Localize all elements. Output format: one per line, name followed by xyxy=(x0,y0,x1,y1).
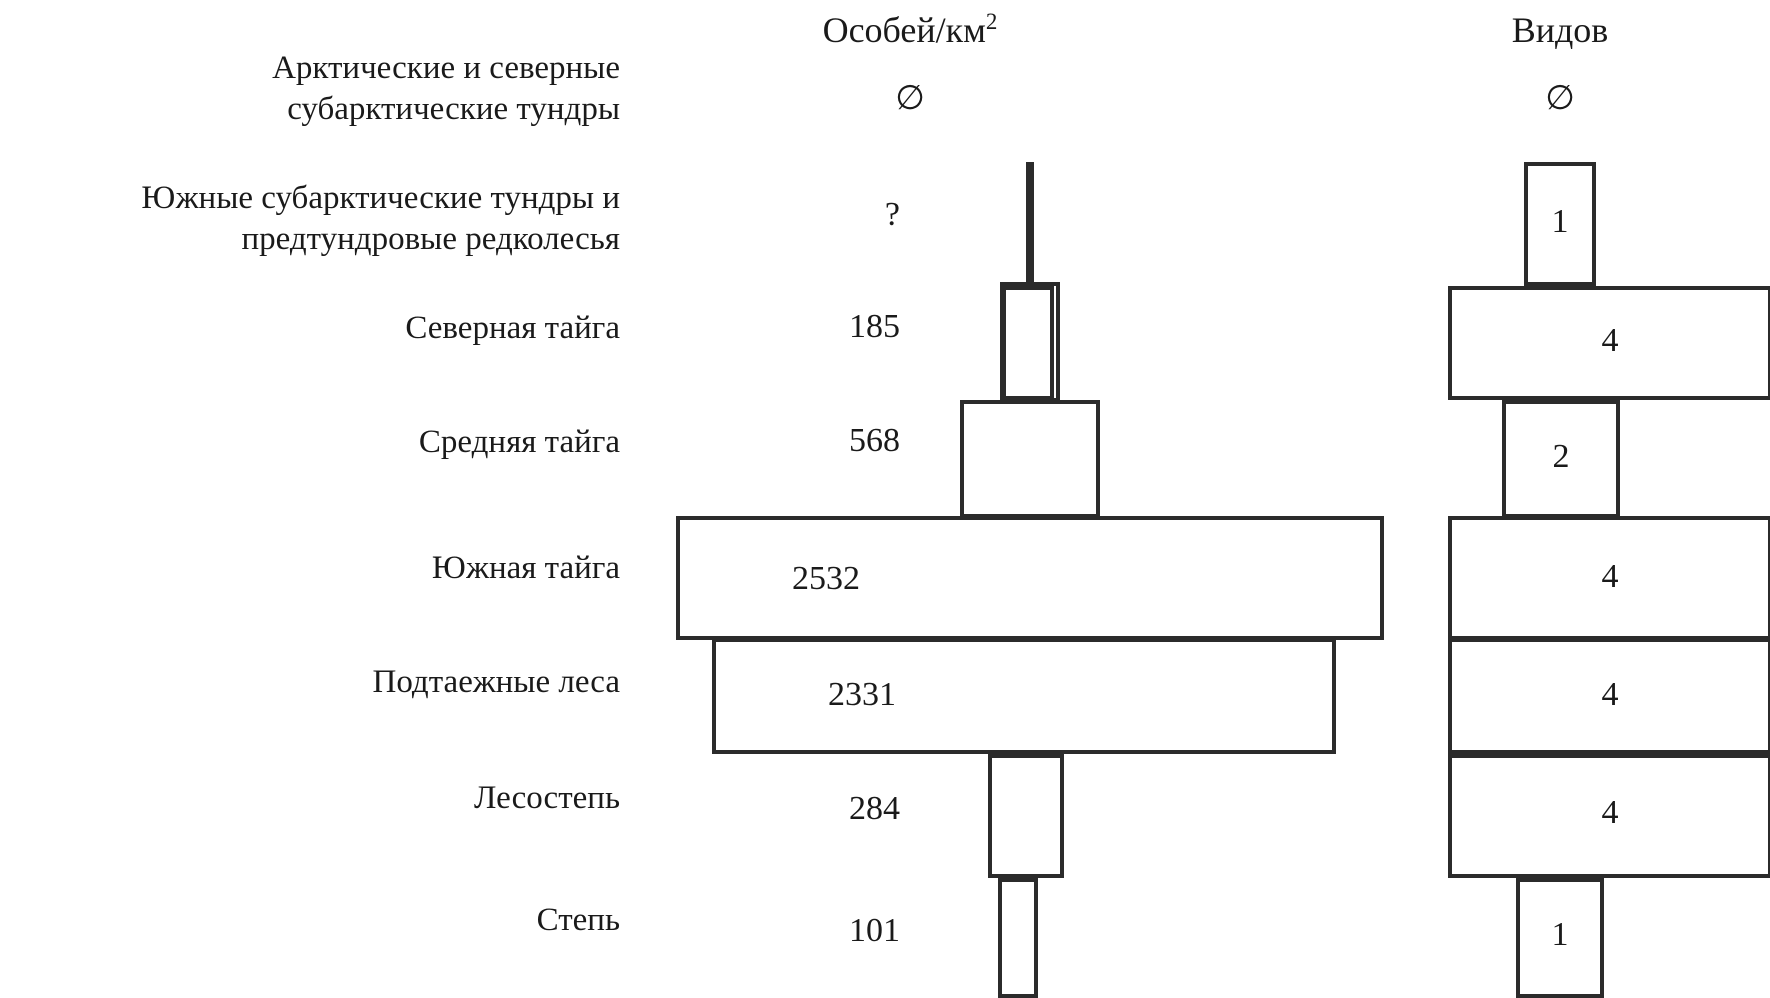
density-bar-arctic-tundra-stem xyxy=(1026,162,1034,282)
row-label-south-subarctic-tundra: Южные субарктические тундры и предтундровые редколесья xyxy=(141,180,620,258)
density-value-south-subarctic-tundra: ? xyxy=(884,196,900,233)
row-label-steppe: Степь xyxy=(536,902,620,938)
density-bar-label-south-taiga: 2532 xyxy=(792,560,860,597)
species-bar-label-subtaiga-forests: 4 xyxy=(1601,676,1619,713)
density-value-forest-steppe: 284 xyxy=(849,790,900,827)
density-value-steppe: 101 xyxy=(849,912,900,949)
species-bar-label-forest-steppe: 4 xyxy=(1601,794,1619,831)
density-column-header xyxy=(700,10,1120,51)
row-label-subtaiga-forests: Подтаежные леса xyxy=(372,664,620,700)
species-bar-label-south-taiga: 4 xyxy=(1601,558,1619,595)
density-value-middle-taiga: 568 xyxy=(849,422,900,459)
row-label-arctic-tundra: Арктические и северные субарктические тундры xyxy=(272,50,620,128)
species-bar-label-north-taiga: 4 xyxy=(1601,322,1619,359)
density-bar-label-subtaiga-forests: 2331 xyxy=(828,676,896,713)
row-label-forest-steppe: Лесостепь xyxy=(473,780,620,816)
row-label-south-taiga: Южная тайга xyxy=(431,550,620,586)
density-column-header-text: Особей/км xyxy=(822,10,986,50)
density-column-empty-symbol: ∅ xyxy=(895,80,925,117)
species-bar-label-south-subarctic-tundra: 1 xyxy=(1551,203,1569,240)
density-column-header-exponent: 2 xyxy=(985,9,998,34)
species-column-empty-symbol: ∅ xyxy=(1545,80,1575,117)
species-bar-label-steppe: 1 xyxy=(1551,916,1569,953)
density-bar-middle-taiga xyxy=(960,400,1100,518)
species-bar-label-middle-taiga: 2 xyxy=(1552,438,1570,475)
density-bar-forest-steppe xyxy=(988,754,1064,878)
density-bar-steppe xyxy=(998,878,1038,998)
row-label-middle-taiga: Средняя тайга xyxy=(418,424,620,460)
row-label-north-taiga: Северная тайга xyxy=(405,310,620,346)
species-column-header-text: Видов xyxy=(1511,10,1609,50)
species-column-header xyxy=(1430,10,1690,51)
density-value-north-taiga: 185 xyxy=(849,308,900,345)
density-bar-north-taiga xyxy=(1002,286,1054,400)
